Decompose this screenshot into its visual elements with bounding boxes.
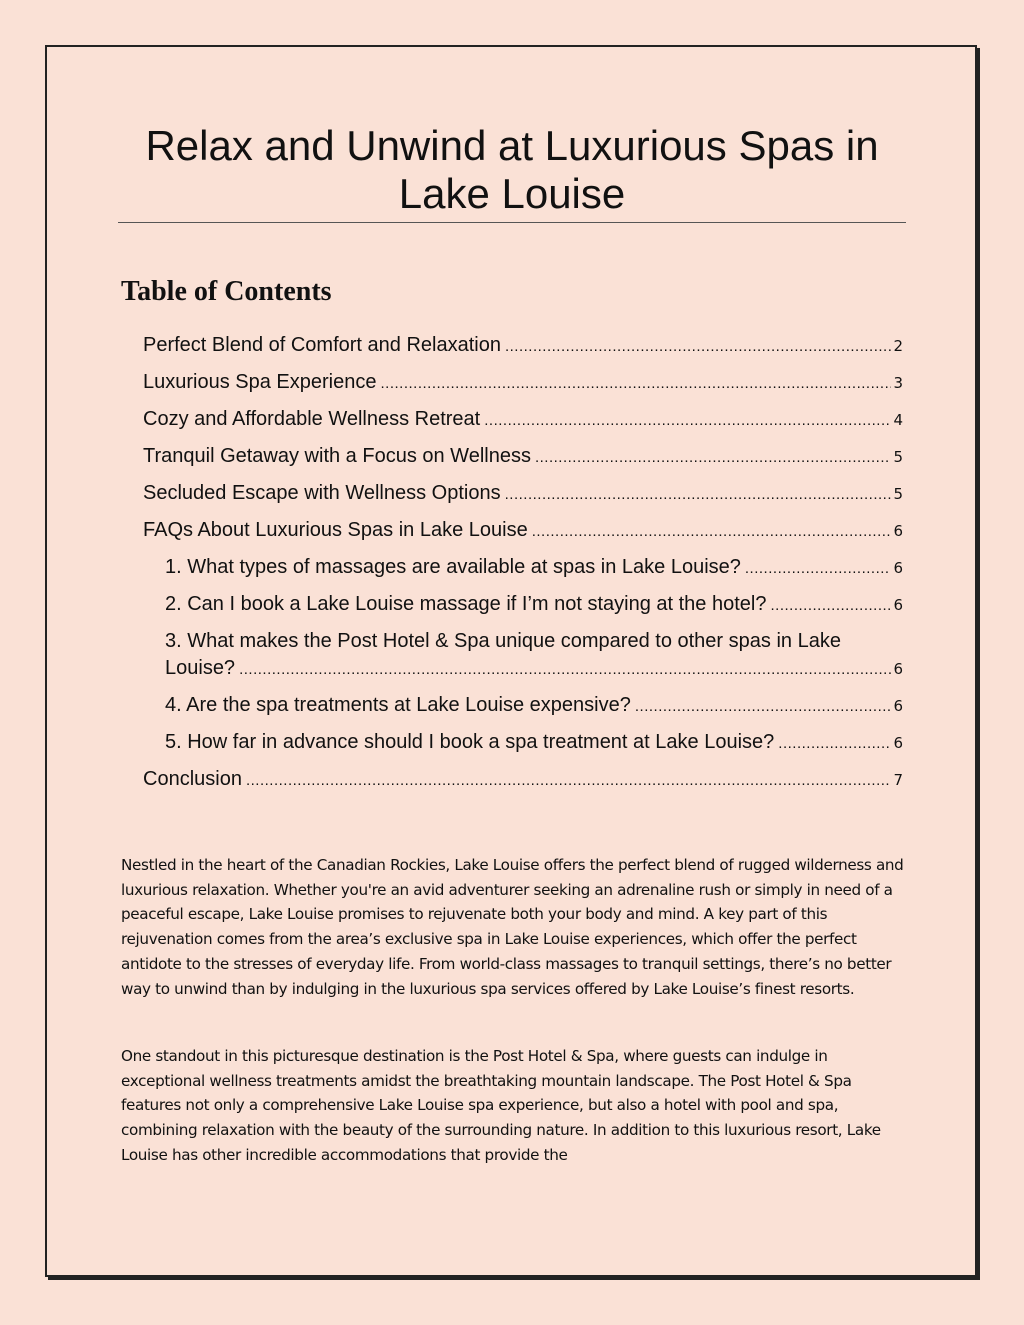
toc-entry-cozy-affordable[interactable] <box>143 406 903 434</box>
toc-entry-faq-5[interactable] <box>165 729 903 757</box>
toc-leader-dots <box>505 333 891 360</box>
toc-entry-text: Luxurious Spa Experience <box>143 371 377 393</box>
title-underline <box>118 222 906 223</box>
toc-entry-text: Conclusion <box>143 768 242 790</box>
toc-leader-dots <box>505 481 892 508</box>
toc-leader-dots <box>635 693 892 720</box>
toc-page-number: 6 <box>893 522 903 540</box>
toc-leader-dots <box>778 730 891 757</box>
toc-entry-perfect-blend[interactable] <box>143 332 903 360</box>
toc-page-number: 6 <box>893 660 903 678</box>
body-paragraph-intro: Nestled in the heart of the Canadian Rockies, Lake Louise offers the perfect blend of rugged wilderness and luxurious relaxation. Whether you're an avid adventurer seeking an adrenaline rush or simply in need of a peaceful escape, Lake Louise promises to rejuvenate both your body and mind. A key part of this rejuvenation comes from the area’s exclusive spa in Lake Louise experiences, which offer the perfect antidote to the stresses of everyday life. From world-class massages to tranquil settings, there’s no better way to unwind than by indulging in the luxurious spa services offered by Lake Louise’s finest resorts. <box>121 856 904 998</box>
toc-entry-tranquil-getaway[interactable] <box>143 443 903 471</box>
toc-entry-text: 4. Are the spa treatments at Lake Louise expensive? <box>165 694 631 716</box>
toc-leader-dots <box>380 370 891 397</box>
toc-leader-dots <box>745 555 892 582</box>
toc-page-number: 5 <box>893 448 903 466</box>
toc-entry-text: 5. How far in advance should I book a spa treatment at Lake Louise? <box>165 731 775 753</box>
toc-page-number: 6 <box>893 697 903 715</box>
toc-leader-dots <box>246 767 892 794</box>
toc-entry-text: Perfect Blend of Comfort and Relaxation <box>143 334 501 356</box>
toc-page-number: 6 <box>893 596 903 614</box>
toc-page-number: 2 <box>893 337 903 355</box>
toc-entry-text-continued: Louise? <box>165 657 236 679</box>
toc-page-number: 4 <box>893 411 903 429</box>
toc-entry-text: FAQs About Luxurious Spas in Lake Louise <box>143 519 528 541</box>
body-paragraph-post-hotel: One standout in this picturesque destination is the Post Hotel & Spa, where guests can indulge in exceptional wellness treatments amidst the breathtaking mountain landscape. The Post Hotel & Spa features not only a comprehensive Lake Louise spa experience, but also a hotel with pool and spa, combining relaxation with the beauty of the surrounding nature. In addition to this luxurious resort, Lake Louise has other incredible accommodations that provide the <box>121 1047 881 1164</box>
toc-leader-dots <box>484 407 891 434</box>
toc-entry-faq-4[interactable] <box>165 692 903 720</box>
toc-entry-faqs[interactable] <box>143 517 903 545</box>
toc-entry-luxurious-spa[interactable] <box>143 369 903 397</box>
toc-heading: Table of Contents <box>121 276 332 307</box>
toc-leader-dots <box>239 656 891 683</box>
toc-entry-faq-2[interactable] <box>165 591 903 619</box>
toc-entry-conclusion[interactable] <box>143 766 903 794</box>
toc-entry-text: 3. What makes the Post Hotel & Spa unique compared to other spas in Lake <box>165 630 841 652</box>
toc-entry-faq-1[interactable] <box>165 554 903 582</box>
toc-page-number: 6 <box>893 559 903 577</box>
toc-leader-dots <box>532 518 892 545</box>
toc-page-number: 6 <box>893 734 903 752</box>
toc-page-number: 3 <box>893 374 903 392</box>
toc-entry-text: Tranquil Getaway with a Focus on Wellness <box>143 445 531 467</box>
toc-entry-text: Secluded Escape with Wellness Options <box>143 482 501 504</box>
document-title: Relax and Unwind at Luxurious Spas in Lake Louise <box>145 122 879 217</box>
toc-entry-text: 1. What types of massages are available at spas in Lake Louise? <box>165 556 741 578</box>
toc-leader-dots <box>535 444 892 471</box>
toc-entry-secluded-escape[interactable] <box>143 480 903 508</box>
toc-page-number: 5 <box>893 485 903 503</box>
toc-leader-dots <box>770 592 891 619</box>
toc-entry-faq-3[interactable] <box>165 628 903 683</box>
toc-entry-text: 2. Can I book a Lake Louise massage if I’m not staying at the hotel? <box>165 593 767 615</box>
toc-entry-text: Cozy and Affordable Wellness Retreat <box>143 408 481 430</box>
toc-page-number: 7 <box>893 771 903 789</box>
